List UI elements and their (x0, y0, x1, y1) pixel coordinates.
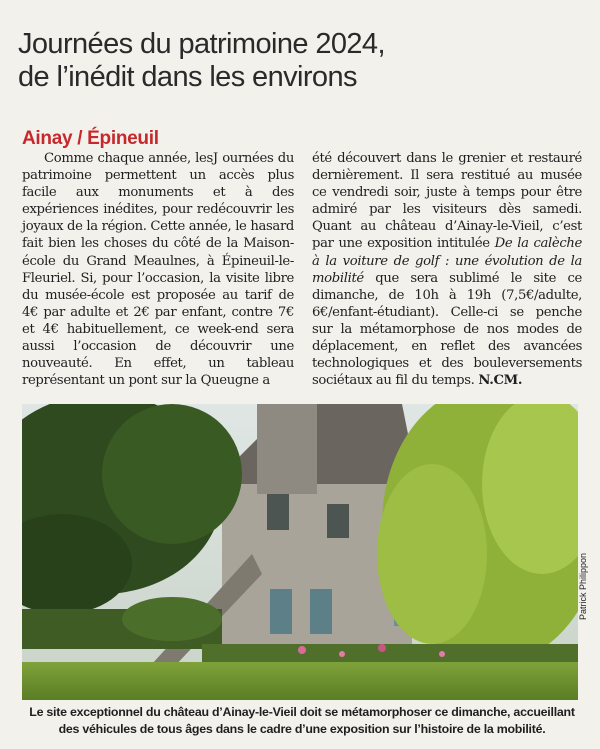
body-column-left: Comme chaque année, lesJ ournées du patrimoine permettent un accès plus facile aux monuments et à des expériences inédites, pour redécouvrir les joyaux de la région. Cette année, le hasard fait bien les choses du côté de la Maison-école du Grand Meaulnes, à Épineuil-le-Fleuriel. Si, pour l’occasion, la visite libre du musée-école est proposée au tarif de 4€ par adulte et 2€ par enfant, contre 7€ et 4€ habituellement, ce week-end sera aussi l’occasion de découvrir une nouveauté. En effet, un tableau représentant un pont sur la Queugne a (22, 151, 294, 389)
body-right-text-1: été découvert dans le grenier et restauré dernièrement. Il sera restitué au musée ce vendredi soir, juste à temps pour être admiré par les visiteurs dès samedi. Quant au château d’Ainay-le-Vieil, c’est par une exposition intitulée (312, 151, 582, 252)
body-column-right (312, 150, 582, 389)
photo-caption: Le site exceptionnel du château d’Ainay-le-Vieil doit se métamorphoser ce dimanche, accueillant des véhicules de tous âges dans le cadre d’une exposition sur l’histoire de la mobilité. (29, 705, 575, 736)
chateau-photo (22, 404, 578, 700)
photo-credit: Patrick Philippon (578, 552, 588, 620)
chateau-photo-illustration (22, 404, 578, 700)
author-signature: N.CM. (478, 373, 523, 389)
body-right-text-2: que sera sublimé le site ce dimanche, de 10h à 19h (7,5€/adulte, 6€/enfant-étudiant). Celle-ci se penche sur la métamorphose de nos modes de déplacement, en reflet des avancées technologiques et des bouleversements sociétaux au fil du temps. (312, 270, 582, 389)
headline-line-2: de l’inédit dans les environs (18, 61, 357, 93)
location-kicker: Ainay / Épineuil (22, 128, 159, 149)
headline (18, 28, 588, 94)
headline-line-1: Journées du patrimoine 2024, (18, 28, 385, 60)
exhibition-title: De la calèche à la voiture de golf : une évolution de la mobilité (312, 236, 582, 286)
